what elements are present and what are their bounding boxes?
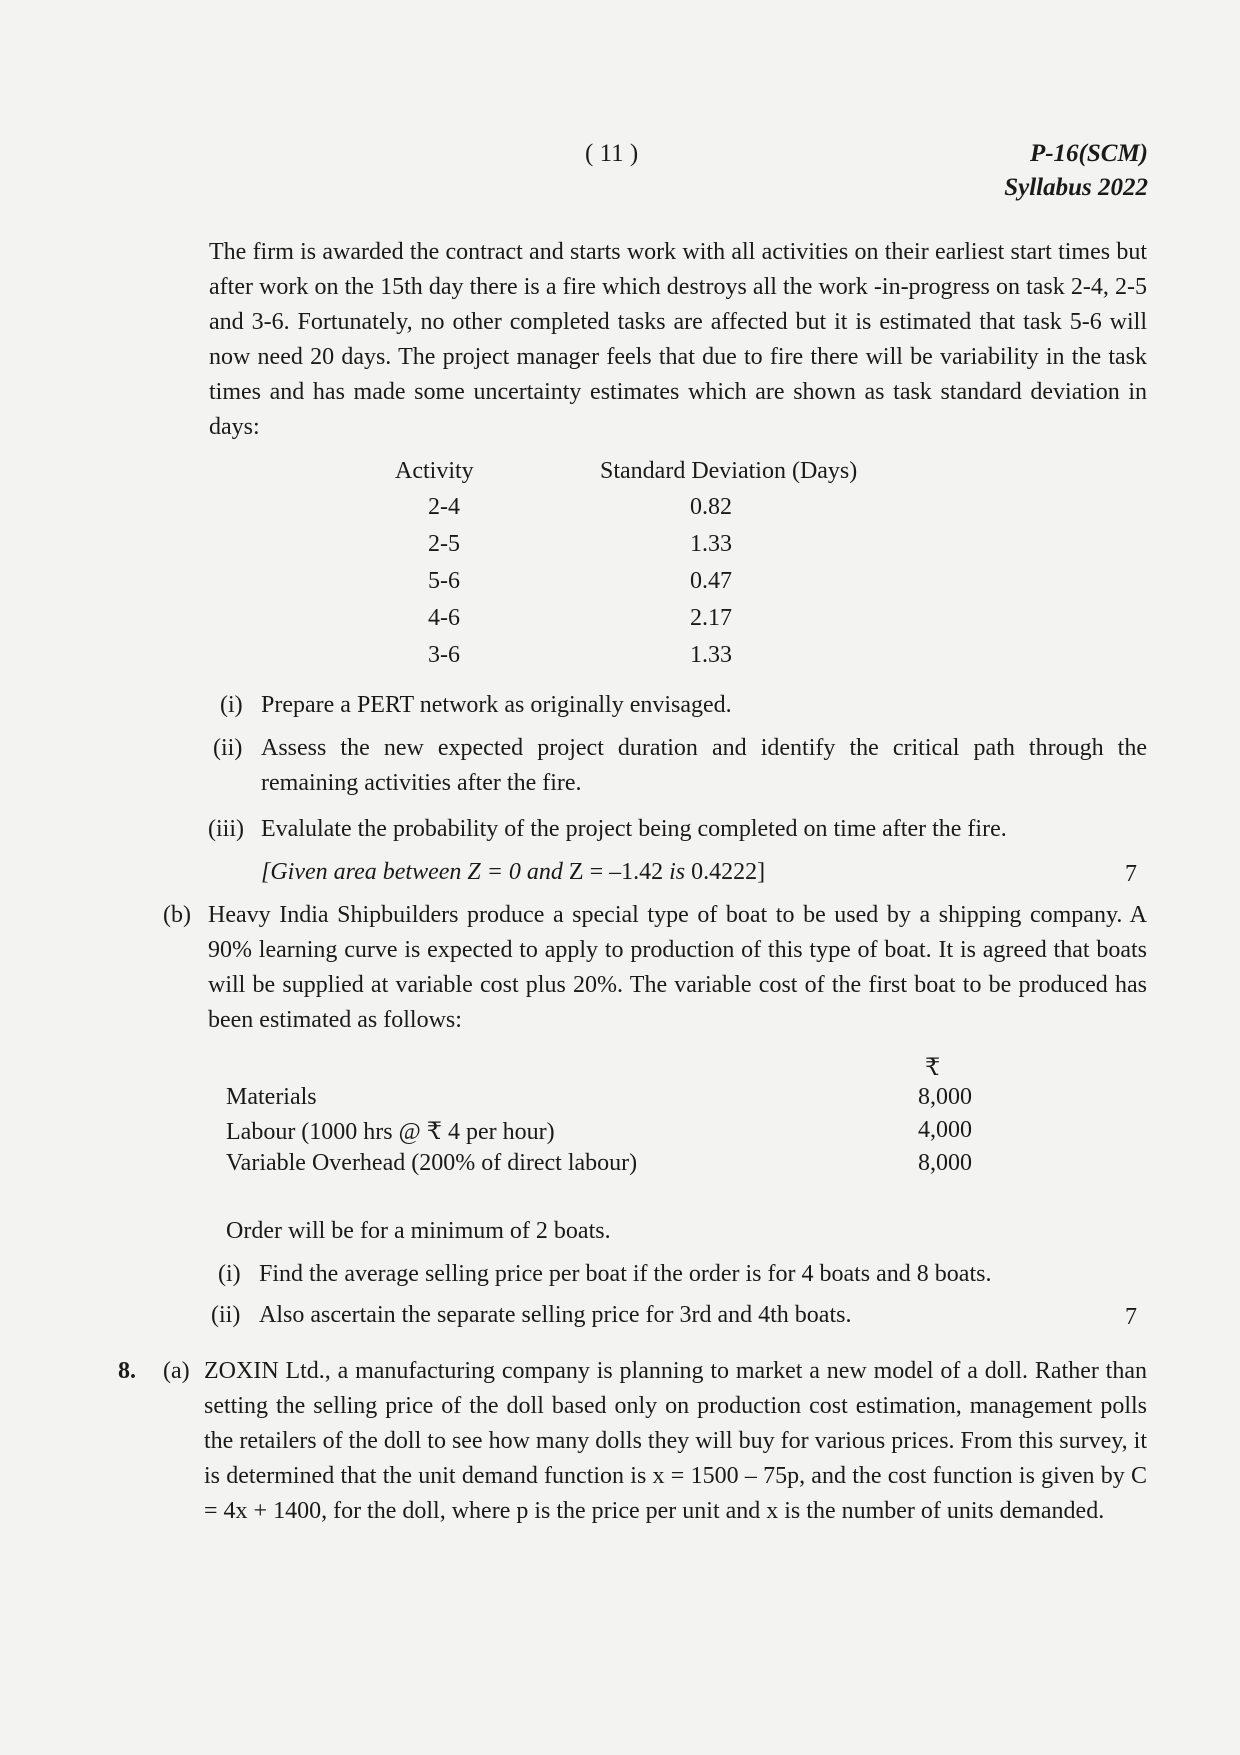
q7b-intro-paragraph: The firm is awarded the contract and starts work with all activities on their earliest start times but after work on the 15th day there is a fire which destroys all the work -in-progress on task 2-4, 2-5 and 3-6. Fortunately, no other completed tasks are affected but it is estimated that task 5-6 will now need 20 days. The project manager feels that due to fire there will be variability in the task times and has made some uncertainty estimates which are shown as task standard deviation in days:: [209, 239, 1147, 440]
given-note: [261, 855, 765, 890]
marks-q7b: 7: [1125, 861, 1137, 887]
page-number: ( 11 ): [585, 140, 639, 167]
part-text: Evalulate the probability of the project being completed on time after the fire.: [261, 816, 1007, 842]
question-8a-label: (a): [163, 1358, 190, 1384]
part-text: Assess the new expected project duration and identify the critical path through the remaining activities after the fire.: [261, 735, 1147, 796]
question-b-part-ii: [211, 1298, 1147, 1333]
sd-cell: 2.17: [690, 605, 732, 631]
order-note: Order will be for a minimum of 2 boats.: [226, 1218, 611, 1244]
question-b-label: (b): [163, 902, 191, 928]
sd-table: [395, 458, 857, 674]
q7b-part-ii: [213, 731, 1147, 801]
question-number: 8.: [118, 1358, 136, 1384]
part-text: Also ascertain the separate selling price for 3rd and 4th boats.: [259, 1302, 852, 1328]
part-text: Prepare a PERT network as originally envisaged.: [261, 692, 732, 718]
marks-question-b: 7: [1125, 1304, 1137, 1330]
given-is: is: [669, 859, 686, 885]
cost-label: Materials: [226, 1084, 317, 1110]
table-row: [395, 563, 857, 600]
activity-cell: 5-6: [428, 568, 460, 594]
part-label: (i): [218, 1261, 241, 1287]
question-8a-text: ZOXIN Ltd., a manufacturing company is planning to market a new model of a doll. Rather than setting the selling price of the doll based only on production cost estimation, management polls the retailers of the doll to see how many dolls they will buy for various prices. From this survey, it is determined that the unit demand function is x = 1500 – 75p, and the cost function is given by C = 4x + 1400, for the doll, where p is the price per unit and x is the number of units demanded.: [204, 1358, 1147, 1524]
col-sd: Standard Deviation (Days): [600, 458, 858, 484]
col-activity: Activity: [395, 458, 474, 484]
cost-row: [226, 1150, 972, 1184]
question-b: [163, 898, 1147, 1038]
given-part3: 0.4222]: [685, 859, 766, 885]
part-label: (iii): [208, 816, 244, 842]
part-label: (ii): [213, 735, 243, 761]
activity-cell: 4-6: [428, 605, 460, 631]
sd-table-header: [395, 458, 857, 489]
sd-cell: 0.82: [690, 494, 732, 520]
currency-header: ₹: [925, 1055, 941, 1081]
question-b-part-i: [218, 1257, 1147, 1292]
cost-amount: 8,000: [918, 1150, 972, 1176]
activity-cell: 2-4: [428, 494, 460, 520]
table-row: [395, 526, 857, 563]
sd-cell: 0.47: [690, 568, 732, 594]
part-label: (i): [220, 692, 243, 718]
paper-code: P-16(SCM): [1029, 140, 1148, 167]
activity-cell: 3-6: [428, 642, 460, 668]
cost-row: [226, 1117, 972, 1151]
cost-amount: 8,000: [918, 1084, 972, 1110]
q7b-part-iii: [208, 812, 1147, 847]
part-label: (ii): [211, 1302, 241, 1328]
syllabus-label: Syllabus 2022: [1004, 174, 1148, 201]
table-row: [395, 637, 857, 674]
question-8a: [163, 1354, 1147, 1529]
cost-row: [226, 1084, 972, 1118]
part-text: Find the average selling price per boat if the order is for 4 boats and 8 boats.: [259, 1261, 992, 1287]
given-and: and: [526, 859, 563, 885]
q7b-part-i: [220, 688, 1147, 723]
cost-label: Variable Overhead (200% of direct labour): [226, 1150, 638, 1176]
sd-cell: 1.33: [690, 531, 732, 557]
table-row: [395, 600, 857, 637]
cost-label: Labour (1000 hrs @ ₹ 4 per hour): [226, 1119, 555, 1145]
given-part2: Z = –1.42: [562, 859, 670, 885]
given-part1: [Given area between Z = 0: [261, 859, 527, 885]
cost-amount: 4,000: [918, 1117, 972, 1143]
activity-cell: 2-5: [428, 531, 460, 557]
sd-cell: 1.33: [690, 642, 732, 668]
question-b-text: Heavy India Shipbuilders produce a special type of boat to be used by a shipping company. A 90% learning curve is expected to apply to production of this type of boat. It is agreed that boats will be supplied at variable cost plus 20%. The variable cost of the first boat to be produced has been estimated as follows:: [208, 902, 1147, 1033]
table-row: [395, 489, 857, 526]
